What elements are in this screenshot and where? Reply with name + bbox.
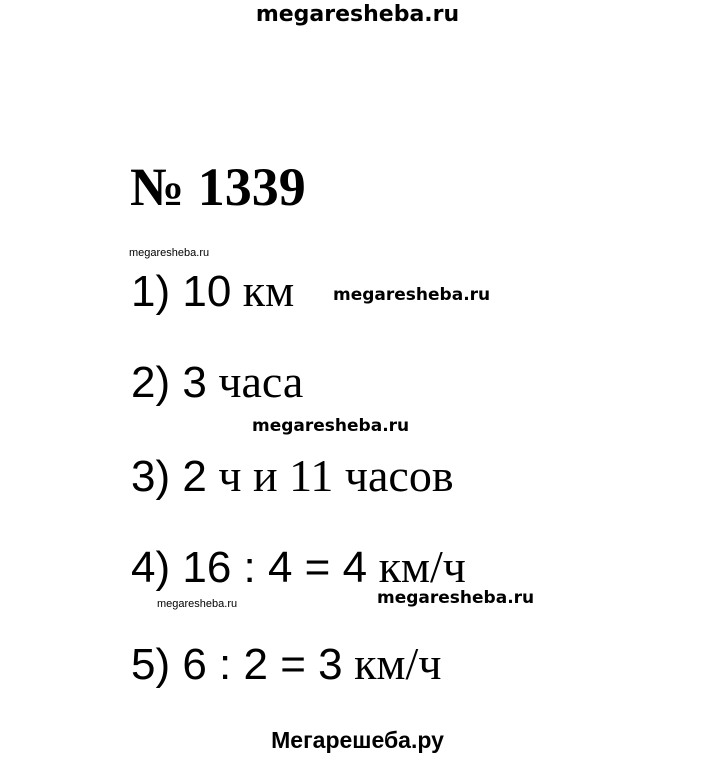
answer-line-1 xyxy=(131,265,295,316)
answer-2-suffix: часа xyxy=(206,356,304,407)
answer-line-4 xyxy=(131,541,466,592)
watermark-mid: megaresheba.ru xyxy=(252,416,410,436)
answer-5-suffix: км/ч xyxy=(342,638,442,689)
watermark-top: megaresheba.ru xyxy=(255,2,460,27)
answer-2-prefix: 2) 3 xyxy=(131,358,207,407)
watermark-inline: megaresheba.ru xyxy=(333,285,491,305)
watermark-small-2: megaresheba.ru xyxy=(157,598,238,610)
watermark-small: megaresheba.ru xyxy=(129,247,210,259)
answer-4-suffix: км/ч xyxy=(367,541,466,592)
problem-number: № 1339 xyxy=(130,157,306,217)
answer-4-prefix: 4) 16 : 4 = 4 xyxy=(131,543,368,592)
answer-1-suffix: км xyxy=(231,265,295,316)
footer-watermark: Мегарешеба.ру xyxy=(271,727,444,753)
answer-5-prefix: 5) 6 : 2 = 3 xyxy=(131,640,343,689)
answer-3-prefix: 3) 2 xyxy=(131,452,207,501)
answer-line-3 xyxy=(131,450,454,501)
answer-3-suffix: ч и 11 часов xyxy=(206,450,454,501)
answer-line-2 xyxy=(131,356,304,407)
answer-1-prefix: 1) 10 xyxy=(131,267,232,316)
answer-line-5 xyxy=(131,638,442,689)
watermark-mid-2: megaresheba.ru xyxy=(377,588,535,608)
